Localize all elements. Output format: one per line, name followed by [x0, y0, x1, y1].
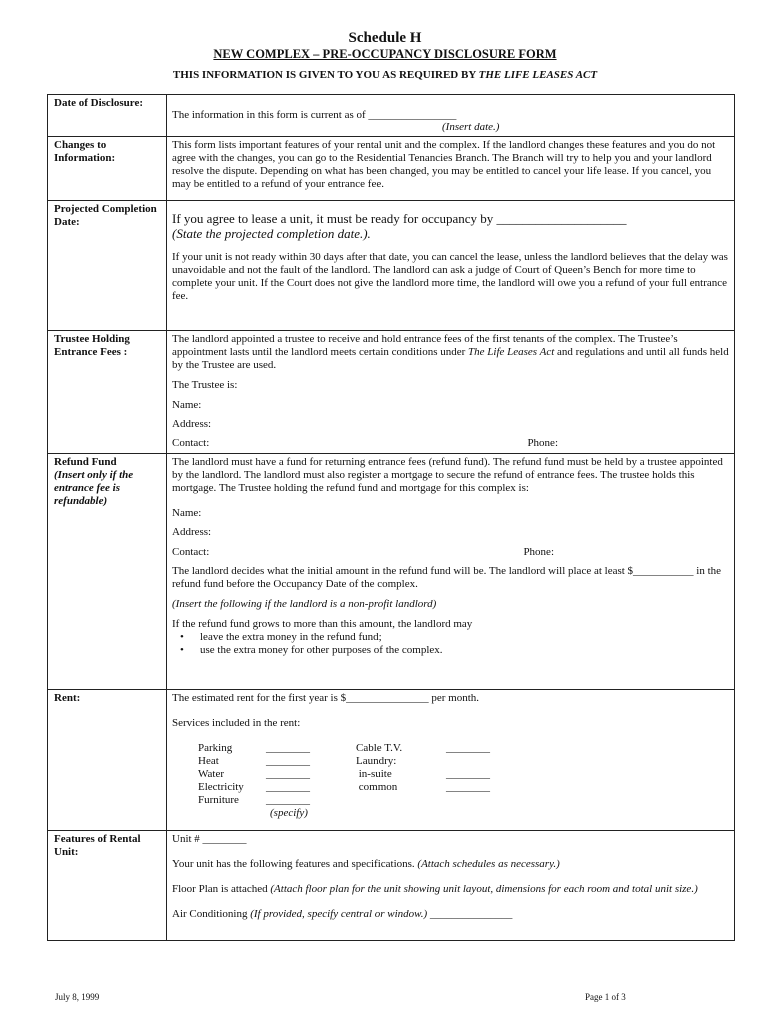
- trustee-act: The Life Leases Act: [468, 346, 555, 358]
- completion-hint: (State the projected completion date.).: [172, 226, 371, 241]
- date-hint: (Insert date.): [442, 121, 500, 133]
- features-floor: [172, 883, 730, 896]
- trustee-phone[interactable]: Phone:: [527, 437, 558, 449]
- label-completion: Projected Completion Date:: [48, 201, 167, 331]
- label-refund: [48, 454, 167, 690]
- refund-contact-line: [172, 546, 730, 559]
- rent-services: Services included in the rent:: [172, 717, 301, 729]
- refund-label: Refund Fund: [54, 456, 117, 468]
- features-air[interactable]: [172, 908, 730, 921]
- cell-refund: [167, 454, 735, 690]
- row-changes: [48, 137, 735, 201]
- svc-common-blank[interactable]: ________: [446, 781, 490, 793]
- svc-parking-blank[interactable]: ________: [266, 742, 310, 754]
- svc-cable: Cable T.V.: [356, 742, 403, 754]
- svc-heat-blank[interactable]: ________: [266, 755, 310, 767]
- label-changes: Changes to Information:: [48, 137, 167, 201]
- trustee-text-b: and regulations and until all funds held by the Trustee are used.: [172, 346, 729, 371]
- svc-parking: Parking: [198, 742, 233, 754]
- rent-text[interactable]: The estimated rent for the first year is $_______________ per month.: [172, 692, 480, 704]
- svc-laundry: Laundry:: [356, 755, 397, 767]
- air-hint: (If provided, specify central or window.): [250, 908, 428, 920]
- trustee-name[interactable]: Name:: [172, 399, 202, 411]
- svc-cable-blank[interactable]: ________: [446, 742, 490, 754]
- label-features: Features of Rental Unit:: [48, 831, 167, 941]
- label-rent: Rent:: [48, 690, 167, 831]
- refund-address[interactable]: Address:: [172, 526, 212, 538]
- cell-features: [167, 831, 735, 941]
- spec-text: Your unit has the following features and specifications.: [172, 858, 418, 870]
- cell-trustee: [167, 331, 735, 454]
- cell-date: [167, 95, 735, 137]
- refund-option-2: • use the extra money for other purposes of the complex.: [200, 644, 730, 657]
- refund-nonprofit: (Insert the following if the landlord is a non-profit landlord): [172, 598, 437, 610]
- refund-name[interactable]: Name:: [172, 507, 202, 519]
- trustee-is: The Trustee is:: [172, 379, 238, 391]
- svc-specify: (specify): [270, 807, 308, 819]
- air-text: Air Conditioning: [172, 908, 251, 920]
- svc-electricity-blank[interactable]: ________: [266, 781, 310, 793]
- changes-text: This form lists important features of your rental unit and the complex. If the landlord changes these features and you do not agree with the changes, you can go to the Residential Tenancies Branch. The Branch will try to help you and your landlord resolve the dispute. Depending on what has been changed, you may be entitled to cancel your life lease. If you cancel, you may be entitled to a refund of your entrance fee.: [167, 137, 735, 201]
- svc-water-blank[interactable]: ________: [266, 768, 310, 780]
- row-completion: [48, 201, 735, 331]
- disclosure-table: [47, 94, 735, 941]
- footer-date: July 8, 1999: [55, 992, 100, 1002]
- trustee-text-a: The landlord appointed a trustee to receive and hold entrance fees of the first tenants of the complex. The Trustee’s appointment lasts until the landlord meets certain conditions under: [172, 333, 678, 358]
- spec-hint: (Attach schedules as necessary.): [417, 858, 560, 870]
- trustee-text: [172, 333, 730, 372]
- act-notice: [0, 69, 770, 81]
- refund-option-1: • leave the extra money in the refund fund;: [200, 631, 730, 644]
- svc-heat: Heat: [198, 755, 219, 767]
- svc-water: Water: [198, 768, 224, 780]
- refund-label-note: (Insert only if the entrance fee is refundable): [54, 469, 134, 507]
- trustee-contact[interactable]: Contact:: [172, 437, 210, 449]
- completion-text1[interactable]: If you agree to lease a unit, it must be ready for occupancy by ____________________: [172, 211, 627, 226]
- refund-text2: The landlord decides what the initial amount in the refund fund will be. The landlord will place at least $___________ in the refund fund before the Occupancy Date of the complex.: [172, 565, 722, 590]
- refund-text1: The landlord must have a fund for returning entrance fees (refund fund). The refund fund must be held by a trustee appointed by the landlord. The landlord must also register a mortgage to secure the refund of entrance fees. The trustee holds this mortgage. The Trustee holding the refund fund and mortgage for this complex is:: [172, 456, 723, 494]
- schedule-heading: Schedule H: [348, 30, 422, 46]
- notice-act: THE LIFE LEASES ACT: [478, 69, 598, 81]
- svc-insuite-blank[interactable]: ________: [446, 768, 490, 780]
- row-trustee: [48, 331, 735, 454]
- refund-contact[interactable]: Contact:: [172, 546, 210, 558]
- svc-insuite: in-suite: [356, 768, 392, 780]
- svc-furniture-blank[interactable]: ________: [266, 794, 310, 806]
- features-unit[interactable]: Unit # ________: [172, 833, 247, 845]
- cell-completion: [167, 201, 735, 331]
- services-grid: [198, 742, 730, 820]
- svc-furniture: Furniture: [198, 794, 239, 806]
- form-title: NEW COMPLEX – PRE-OCCUPANCY DISCLOSURE FORM: [213, 47, 557, 61]
- completion-text2: If your unit is not ready within 30 days after that date, you can cancel the lease, unless the landlord believes that the delay was unavoidable and not the fault of the landlord. The landlord can ask a judge of Court of Queen’s Bench for more time to complete your unit. If the Court does not give the landlord more time, the landlord will owe you a refund of your full entrance fee.: [172, 251, 728, 302]
- refund-options: [172, 631, 730, 657]
- refund-grow: If the refund fund grows to more than this amount, the landlord may: [172, 618, 473, 630]
- trustee-address[interactable]: Address:: [172, 418, 212, 430]
- refund-phone[interactable]: Phone:: [523, 546, 554, 558]
- notice-prefix: THIS INFORMATION IS GIVEN TO YOU AS REQUIRED BY: [172, 69, 479, 81]
- floor-text: Floor Plan is attached: [172, 883, 271, 895]
- row-features: [48, 831, 735, 941]
- label-date: Date of Disclosure:: [48, 95, 167, 137]
- air-blank[interactable]: _______________: [427, 908, 513, 920]
- footer-page: Page 1 of 3: [585, 992, 626, 1002]
- svc-electricity: Electricity: [198, 781, 244, 793]
- features-spec: [172, 858, 730, 871]
- svc-common: common: [356, 781, 398, 793]
- trustee-contact-line: [172, 437, 730, 450]
- row-rent: [48, 690, 735, 831]
- floor-hint: (Attach floor plan for the unit showing unit layout, dimensions for each room and total unit size.): [270, 883, 698, 895]
- row-date: [48, 95, 735, 137]
- date-text[interactable]: The information in this form is current as of ________________: [172, 109, 457, 121]
- label-trustee: Trustee Holding Entrance Fees :: [48, 331, 167, 454]
- cell-rent: [167, 690, 735, 831]
- row-refund: [48, 454, 735, 690]
